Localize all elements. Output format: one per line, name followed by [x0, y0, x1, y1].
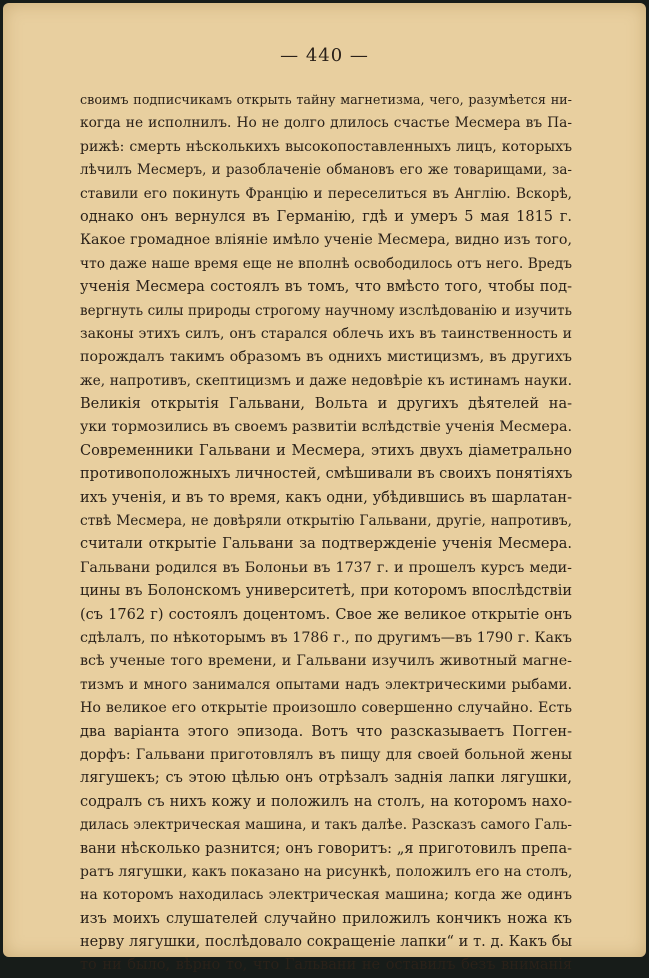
page-number: — 440 — — [280, 45, 369, 66]
text-line: нерву лягушки, послѣдовало сокращеніе лапки“ и т. д. Какъ бы — [80, 934, 572, 951]
text-line: вани нѣсколько разнится; онъ говоритъ: „я приготовилъ препа- — [80, 840, 572, 857]
text-line: (съ 1762 г) состоялъ доцентомъ. Свое же великое открытіе онъ — [80, 606, 572, 623]
text-line: всѣ ученые того времени, и Гальвани изучилъ животный магне- — [80, 653, 572, 670]
book-page — [3, 3, 646, 974]
text-line: Но великое его открытіе произошло совершенно случайно. Есть — [80, 700, 572, 717]
text-line: ставили его покинуть Францію и переселиться въ Англію. Вскорѣ, — [80, 185, 572, 202]
body-text — [80, 89, 572, 978]
text-line: своимъ подписчикамъ открыть тайну магнетизма, чего, разумѣется ни- — [80, 93, 572, 108]
text-line: считали открытіе Гальвани за подтвержденіе ученія Месмера. — [80, 536, 572, 553]
text-line: однако онъ вернулся въ Германію, гдѣ и умеръ 5 мая 1815 г. — [80, 208, 572, 225]
text-line: ратъ лягушки, какъ показано на рисункѣ, положилъ его на столъ, — [80, 863, 573, 880]
text-line: порождалъ такимъ образомъ въ однихъ мистицизмъ, въ другихъ — [80, 349, 572, 366]
text-line: вергнуть силы природы строгому научному изслѣдованію и изучить — [80, 302, 572, 319]
text-line: уки тормозились въ своемъ развитіи вслѣдствіе ученія Месмера. — [80, 419, 572, 436]
text-line: цины въ Болонскомъ университетѣ, при которомъ впослѣдствіи — [80, 583, 572, 600]
text-line: на которомъ находилась электрическая машина; когда же одинъ — [80, 887, 572, 904]
text-line: дорфъ: Гальвани приготовлялъ въ пищу для своей больной жены — [80, 746, 572, 763]
text-line: то ни было, вѣрно то, что Гальвани не оставилъ безъ вниманія — [80, 957, 572, 974]
text-line: Гальвани родился въ Болоньи въ 1737 г. и прошелъ курсъ меди- — [80, 559, 572, 576]
text-line: тизмъ и много занимался опытами надъ электрическими рыбами. — [80, 676, 572, 693]
text-line: Какое громадное вліяніе имѣло ученіе Месмера, видно изъ того, — [80, 232, 572, 249]
text-line: дилась электрическая машина, и такъ далѣе. Разсказъ самого Галь- — [80, 817, 572, 834]
text-line: лягушекъ; съ этою цѣлью онъ отрѣзалъ заднія лапки лягушки, — [80, 770, 572, 787]
text-line: же, напротивъ, скептицизмъ и даже недовѣріе къ истинамъ науки. — [80, 372, 572, 389]
text-line: Современники Гальвани и Месмера, этихъ двухъ діаметрально — [80, 442, 572, 459]
text-line: изъ моихъ слушателей случайно приложилъ кончикъ ножа къ — [80, 910, 572, 927]
text-line: противоположныхъ личностей, смѣшивали въ своихъ понятіяхъ — [80, 466, 573, 483]
text-line: когда не исполнилъ. Но не долго длилось счастье Месмера въ Па- — [80, 115, 572, 132]
text-line: рижѣ: смерть нѣсколькихъ высокопоставленныхъ лицъ, которыхъ — [80, 138, 572, 155]
text-line: ствѣ Месмера, не довѣряли открытію Гальвани, другіе, напротивъ, — [80, 513, 572, 530]
text-line: Великія открытія Гальвани, Вольта и другихъ дѣятелей на- — [80, 396, 572, 413]
text-line: два варіанта этого эпизода. Вотъ что разсказываетъ Погген- — [80, 723, 572, 740]
text-line: содралъ съ нихъ кожу и положилъ на столъ, на которомъ нахо- — [80, 793, 572, 810]
text-line: ученія Месмера состоялъ въ томъ, что вмѣсто того, чтобы под- — [80, 279, 572, 296]
text-line: лѣчилъ Месмеръ, и разоблаченіе обмановъ его же товарищами, за- — [80, 162, 572, 179]
text-line: что даже наше время еще не вполнѣ освободилось отъ него. Вредъ — [80, 255, 572, 272]
text-line: ихъ ученія, и въ то время, какъ одни, убѣдившись въ шарлатан- — [80, 489, 572, 506]
text-line: сдѣлалъ, по нѣкоторымъ въ 1786 г., по другимъ—въ 1790 г. Какъ — [80, 629, 572, 646]
text-line: законы этихъ силъ, онъ старался облечь ихъ въ таинственность и — [80, 325, 572, 342]
